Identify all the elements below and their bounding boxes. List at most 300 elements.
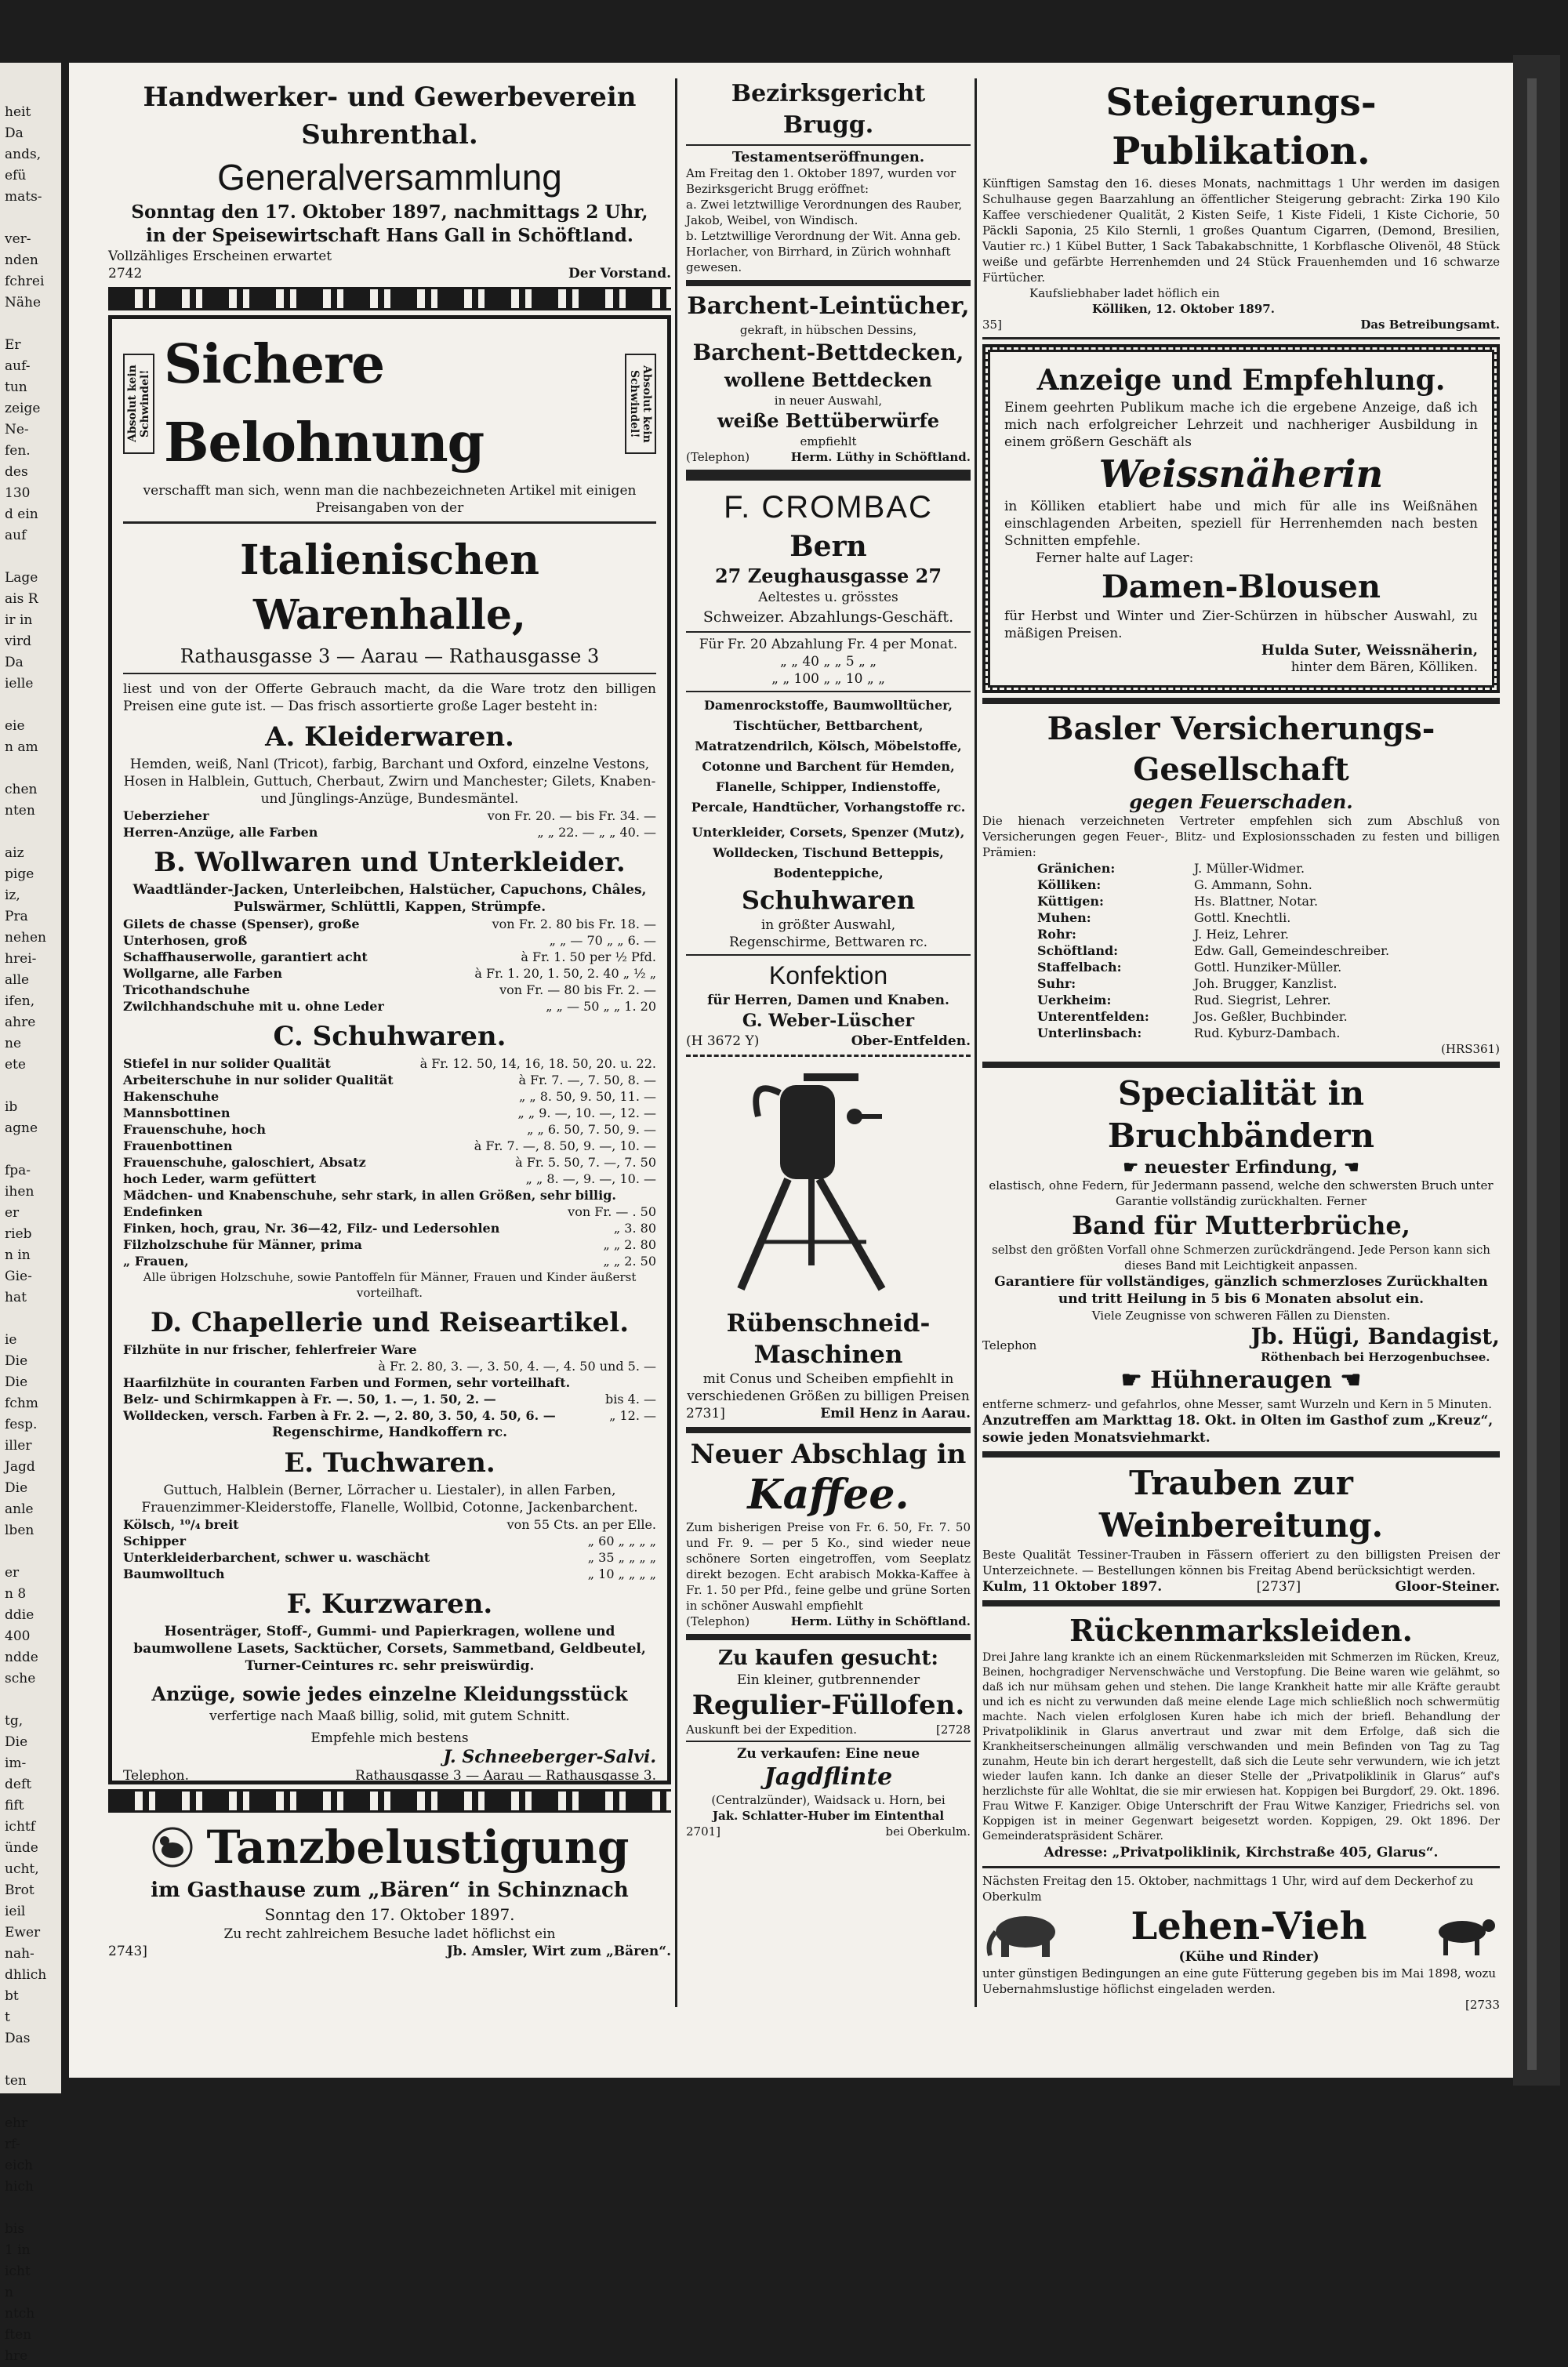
list-row [123, 1549, 656, 1566]
agent-name: Gottl. Knechtli. [1194, 910, 1291, 925]
fragment-text: ir in [5, 612, 33, 628]
fragment-text: eie [5, 718, 25, 734]
ad-text: für Herren, Damen und Knaben. [707, 993, 949, 1008]
fragment-text: ichtf [5, 1819, 36, 1835]
list-row [123, 1203, 656, 1220]
fragment-text [0, 822, 61, 843]
item-label: Unterkleiderbarchent, schwer u. waschächt [123, 1550, 430, 1565]
item-label: Hakenschuhe [123, 1089, 220, 1104]
ad-heading: Weissnäherin [1098, 452, 1384, 496]
fragment-text: mats- [5, 189, 42, 205]
fragment-text: n in [5, 1247, 31, 1263]
agent-town: Uerkheim: [1037, 993, 1112, 1007]
fragment-text [0, 1076, 61, 1097]
agent-name: G. Ammann, Sohn. [1194, 877, 1312, 892]
agent-town: Suhr: [1037, 976, 1076, 991]
ad-address: Adresse: „Privatpoliklinik, Kirchstraße 405, Glarus“. [1044, 1845, 1439, 1861]
list-row [123, 1516, 656, 1533]
list-row [123, 1374, 656, 1391]
ad-text: gekraft, in hübschen Dessins, [739, 323, 917, 337]
ad-heading [982, 1365, 1500, 1396]
agent-list [982, 860, 1500, 1041]
fragment-text: Da [5, 125, 24, 141]
item-price: von Fr. 2. 80 bis Fr. 18. — [492, 917, 656, 931]
item-price: „ „ — 70 „ „ 6. — [549, 933, 656, 948]
agent-town: Schöftland: [1037, 943, 1119, 958]
fragment-text: heit [5, 104, 31, 120]
list-row [123, 949, 656, 965]
beet-cutter-machine-icon [686, 1062, 971, 1305]
fragment-text [0, 2049, 61, 2071]
item-label: Endefinken [123, 1204, 203, 1219]
company-city: Bern [789, 530, 867, 563]
fragment-text: ehr [5, 2115, 28, 2131]
pointing-hand-right-icon: ☛ [1123, 1157, 1139, 1178]
ad-text: Schweizer. Abzahlungs-Geschäft. [702, 608, 954, 626]
store-address: Rathausgasse 3 — Aarau — Rathausgasse 3 [180, 645, 600, 667]
agent-row [1037, 959, 1500, 975]
ad-weissnaeherin [982, 344, 1500, 693]
agent-row [1037, 1008, 1500, 1025]
fragment-text: icht [5, 2264, 31, 2279]
item-label: Filzhüte in nur frischer, fehlerfreier Ware [123, 1342, 417, 1357]
agent-town: Küttigen: [1037, 894, 1104, 909]
agent-name: G. Weber-Lüscher [742, 1011, 915, 1031]
ad-heading: Basler Versicherungs-Gesellschaft [1047, 710, 1436, 788]
fragment-text: alle [5, 972, 30, 988]
fragment-text: n [5, 2285, 13, 2300]
section-text: Alle übrigen Holzschuhe, sowie Pantoffeln für Männer, Frauen und Kinder äußerst vorteilhaft. [143, 1270, 637, 1300]
fragment-text: ucht, [5, 1861, 39, 1877]
telephon-label: Telephon [982, 1338, 1037, 1352]
book-binding-shadow [1527, 78, 1537, 2070]
ad-place: Kölliken, 12. Oktober 1897. [1092, 302, 1275, 316]
fragment-text: ib [5, 1099, 18, 1115]
fragment-text: 130 [5, 485, 31, 501]
ad-crombac [686, 485, 971, 1050]
item-label: Frauenschuhe, hoch [123, 1122, 266, 1137]
fragment-text: auf- [5, 358, 31, 374]
fragment-text: des [5, 464, 28, 480]
ad-ruebenschneid [686, 1062, 971, 1422]
fragment-text: tg, [5, 1713, 24, 1729]
fragment-text [0, 695, 61, 716]
section-text: Guttuch, Halblein (Berner, Lörracher u. Liestaler), in allen Farben, Frauenzimmer-Kleiderstoffe, Flanelle, Wollbid, Cotonne, Jackenbarchent. [141, 1483, 638, 1516]
ad-heading: Lehen-Vieh [1131, 1904, 1367, 1948]
ad-text: in größter Auswahl, [760, 917, 896, 933]
ornamental-border [108, 1789, 671, 1813]
ad-number: [2737] [1256, 1579, 1301, 1595]
agent-town: Kölliken: [1037, 877, 1102, 892]
ad-text: Beste Qualität Tessiner-Trauben in Fässern offeriert zu den billigsten Preisen der Unterzeichnete. — Bestellungen können bis Freitag Abend berücksichtigt werden. [982, 1548, 1500, 1577]
item-price: „ „ 8. 50, 9. 50, 11. — [518, 1089, 656, 1104]
item-label: Zwilchhandschuhe mit u. ohne Leder [123, 999, 384, 1014]
ad-text: Die hienach verzeichneten Vertreter empfehlen sich zum Abschluß von Versicherungen gegen Feuer-, Blitz- und Explosionsschaden zu festen und billigen Prämien: [982, 814, 1500, 859]
fragment-text [0, 208, 61, 229]
ad-text: Auskunft bei der Expedition. [686, 1723, 857, 1737]
agent-row [1037, 860, 1500, 877]
item-price: „ 3. 80 [613, 1221, 656, 1236]
list-row [123, 1171, 656, 1187]
ad-signature: Der Vorstand. [568, 266, 671, 281]
ad-signature: Das Betreibungsamt. [1360, 318, 1500, 332]
ad-heading: Kaffee. [747, 1471, 909, 1519]
item-label: hoch Leder, warm gefüttert [123, 1171, 317, 1186]
ad-ref: (HRS361) [1441, 1042, 1500, 1056]
fragment-text: n am [5, 739, 38, 755]
ad-text: (Centralzünder), Waidsack u. Horn, bei [711, 1793, 946, 1807]
section-text: Waadtländer-Jacken, Unterleibchen, Halstücher, Capuchons, Châles, Pulswärmer, Schlüttli, Kappen, Strümpfe. [132, 882, 647, 915]
ad-barchent [686, 291, 971, 465]
ad-verkaufen [686, 1745, 971, 1839]
ad-heading: Neuer Abschlag in [690, 1439, 967, 1470]
list-row [123, 1105, 656, 1121]
item-price: à Fr. 12. 50, 14, 16, 18. 50, 20. u. 22. [419, 1056, 656, 1071]
item-price: „ „ 22. — „ „ 40. — [537, 825, 656, 840]
fragment-text: ahre [5, 1015, 36, 1030]
fragment-text: Da [5, 655, 24, 670]
owner-address: Rathausgasse 3 — Aarau — Rathausgasse 3. [355, 1768, 656, 1784]
fragment-text: bt [5, 1988, 19, 2004]
ad-text: verschafft man sich, wenn man die nachbezeichneten Artikel mit einigen Preisangaben von der [143, 483, 637, 516]
ad-heading-text: Hühneraugen [1150, 1367, 1332, 1394]
item-label: Mädchen- und Knabenschuhe, sehr stark, in allen Größen, sehr billig. [123, 1188, 616, 1203]
ad-lehenvieh [982, 1873, 1500, 2013]
ad-signature: Herm. Lüthy in Schöftland. [790, 1614, 971, 1628]
fragment-text: ieil [5, 1904, 26, 1919]
list-row [123, 1088, 656, 1105]
item-price: à Fr. 5. 50, 7. —, 7. 50 [515, 1155, 656, 1170]
ad-number: 2701] [686, 1824, 721, 1839]
ad-bruchbaender [982, 1073, 1500, 1447]
fragment-text: iller [5, 1438, 32, 1454]
ad-title: Handwerker- und Gewerbeverein Suhrenthal. [143, 82, 637, 151]
item-price: à Fr. 7. —, 8. 50, 9. —, 10. — [474, 1138, 656, 1153]
item-label: Haarfilzhüte in couranten Farben und Formen, sehr vorteilhaft. [123, 1375, 571, 1390]
ad-number: 2742 [108, 266, 143, 281]
ad-heading: Regulier-Füllofen. [691, 1690, 965, 1721]
item-price: „ 35 „ „ „ „ [587, 1550, 656, 1565]
suits-text: verfertige nach Maaß billig, solid, mit gutem Schnitt. [209, 1708, 570, 1724]
fragment-text: rieb [5, 1226, 32, 1242]
ad-place: Kulm, 11 Oktober 1897. [982, 1579, 1163, 1595]
ad-text: Viele Zeugnisse von schweren Fällen zu Diensten. [1091, 1309, 1391, 1323]
fragment-text [0, 1139, 61, 1160]
list-row [123, 1407, 656, 1424]
previous-page-edge [0, 63, 61, 2364]
fragment-text: ihen [5, 1184, 34, 1200]
ad-text: b. Letztwillige Verordnung der Wit. Anna geb. Horlacher, von Birrhard, in Zürich wohnhaft gewesen. [686, 229, 961, 274]
fragment-text: iz, [5, 888, 20, 903]
ad-signature: Herm. Lüthy in Schöftland. [790, 450, 971, 464]
store-name: Italienischen Warenhalle, [240, 536, 539, 639]
rate-row: Für Fr. 20 Abzahlung Fr. 4 per Monat. [699, 637, 958, 652]
list-row [123, 1072, 656, 1088]
ad-text: Aeltestes u. grösstes [758, 590, 898, 605]
fragment-text: ielle [5, 676, 34, 692]
item-label: Kölsch, ¹⁰/₄ breit [123, 1517, 239, 1532]
pointing-hand-right-icon: ☛ [1120, 1367, 1142, 1394]
section-heading: A. Kleiderwaren. [265, 721, 514, 753]
ad-heading: Specialität in Bruchbändern [1107, 1074, 1375, 1155]
ad-basler [982, 709, 1500, 1057]
fragment-text: ten [5, 2073, 27, 2089]
section-heading: F. Kurzwaren. [286, 1588, 493, 1620]
item-price: „ 60 „ „ „ „ [587, 1534, 656, 1548]
ad-subtitle: Testamentseröffnungen. [731, 149, 925, 165]
item-price: „ „ 2. 50 [603, 1254, 656, 1269]
agent-name: Rud. Siegrist, Lehrer. [1194, 993, 1331, 1007]
ad-number: [2728 [935, 1723, 971, 1737]
ad-text: mit Conus und Scheiben empfiehlt in verschiedenen Größen zu billigen Preisen [687, 1371, 970, 1404]
list-row [123, 916, 656, 932]
cow-icon [1429, 1911, 1500, 1959]
fragment-text: auf [5, 528, 27, 543]
list-row [123, 1154, 656, 1171]
fragment-text: Die [5, 1353, 28, 1369]
newspaper-page [69, 63, 1513, 2078]
ad-heading: Steigerungs-Publikation. [1105, 81, 1377, 173]
ad-text: empfiehlt [800, 434, 857, 448]
price-list [123, 808, 656, 840]
list-row [123, 982, 656, 998]
fragment-text: anle [5, 1501, 34, 1517]
fragment-text: n 8 [5, 1586, 27, 1602]
item-label: Wolldecken, versch. Farben à Fr. 2. —, 2. 80, 3. 50, 4. 50, 6. — [123, 1408, 556, 1423]
list-row [123, 824, 656, 840]
agent-town: Gränichen: [1037, 861, 1116, 876]
ad-number: 35] [982, 318, 1002, 332]
ad-date: Sonntag den 17. Oktober 1897. [264, 1905, 515, 1924]
ad-text: in neuer Auswahl, [774, 394, 883, 408]
list-row [123, 1055, 656, 1072]
fragment-text: Die [5, 1734, 28, 1750]
ad-text: Anzutreffen am Markttag 18. Okt. in Olten im Gasthof zum „Kreuz“, sowie jeden Monatsviehmarkt. [982, 1413, 1494, 1446]
agent-name: Edw. Gall, Gemeindeschreiber. [1194, 943, 1390, 958]
item-price: „ „ 2. 80 [603, 1237, 656, 1252]
list-row [123, 1236, 656, 1253]
ad-text: entferne schmerz- und gefahrlos, ohne Messer, samt Wurzeln und Kern in 5 Minuten. [982, 1397, 1492, 1411]
fragment-text: t [5, 2009, 10, 2025]
ad-signature: Hulda Suter, Weissnäherin, [1261, 642, 1478, 659]
item-price: „ „ — 50 „ „ 1. 20 [546, 999, 656, 1014]
fragment-text: ndde [5, 1650, 38, 1665]
fragment-text: nah- [5, 1946, 34, 1962]
column-rule [975, 78, 977, 2007]
ad-tanzbelustigung [108, 1817, 671, 1960]
agent-location: Ober-Entfelden. [851, 1033, 971, 1049]
fragment-text [0, 546, 61, 568]
fragment-text: hat [5, 1290, 27, 1305]
fragment-text: ntch [5, 2306, 35, 2322]
section-heading: B. Wollwaren und Unterkleider. [154, 847, 626, 878]
ad-date: Sonntag den 17. Oktober 1897, nachmittags 2 Uhr, [131, 201, 648, 223]
ad-text: Ferner halte auf Lager: [1036, 550, 1194, 566]
fragment-text: im- [5, 1755, 27, 1771]
agent-name: Joh. Brugger, Kanzlist. [1194, 976, 1338, 991]
column-left [108, 78, 671, 1960]
fragment-text: zeige [5, 401, 41, 416]
list-row [123, 1566, 656, 1582]
ad-signature: Emil Henz in Aarau. [820, 1406, 971, 1421]
list-row [123, 1138, 656, 1154]
fragment-text: Das [5, 2031, 31, 2046]
fragment-text: Ne- [5, 422, 29, 437]
ad-warenhalle [108, 315, 671, 1784]
fragment-text [0, 1309, 61, 1330]
fragment-text: ver- [5, 231, 31, 247]
ad-text: Künftigen Samstag den 16. dieses Monats, nachmittags 1 Uhr werden im dasigen Schulhause gegen Baarzahlung an öffentlicher Steigerung gebracht: Zirka 190 Kilo Kaffee verschiedener Qualität, 2 Kisten Seife, 1 Kiste Fideli, 1 Kiste Cichorie, 50 Päckli Saponia, 25 Kilo Sternli, 1 großes Quantum Cigarren, (Demond, Bresilien, Vautier rc.) 1 Kübel Butter, 1 Sack Tabakabschnitte, 1 Korbflasche Olivenöl, 48 Stück weiße und gefärbte Herrenhemden und 24 Stück Frauenhemden und 16 schwarze Fürtücher. [982, 176, 1500, 285]
ad-heading: Konfektion [768, 961, 888, 989]
telephon-label: Telephon. [123, 1768, 189, 1784]
agent-name: Gottl. Hunziker-Müller. [1194, 960, 1342, 975]
ad-subtitle: (Kühe und Rinder) [1178, 1949, 1319, 1965]
fragment-text: Brot [5, 1882, 34, 1898]
price-list [123, 1341, 656, 1424]
fragment-text: ete [5, 1057, 26, 1073]
fragment-text: aiz [5, 845, 24, 861]
ad-text: Kaufsliebhaber ladet höflich ein [1029, 286, 1220, 300]
item-price: „ 10 „ „ „ „ [587, 1567, 656, 1581]
elephant-icon [982, 1911, 1069, 1959]
item-price: bis 4. — [604, 1392, 656, 1407]
fragment-text: bis [5, 2221, 25, 2237]
ad-text: Regenschirme, Bettwaren rc. [729, 935, 927, 950]
item-label: Mannsbottinen [123, 1105, 230, 1120]
fragment-text: 1 in [5, 2242, 31, 2258]
ad-heading: Anzeige und Empfehlung. [1036, 364, 1446, 397]
telephon-label: (Telephon) [686, 1614, 750, 1628]
ad-text: für Herbst und Winter und Zier-Schürzen in hübscher Auswahl, zu mäßigen Preisen. [1004, 608, 1478, 641]
agent-row [1037, 909, 1500, 926]
fragment-text: ands, [5, 147, 42, 162]
agent-name: Jos. Geßler, Buchbinder. [1194, 1009, 1348, 1024]
section-text: Hemden, weiß, Nanl (Tricot), farbig, Barchant und Oxford, einzelne Vestons, Hosen in Halblein, Guttuch, Cherbaut, Zwirn und Manchester; Gilets, Knaben- und Jünglings-Anzüge, Bundesmäntel. [123, 757, 656, 807]
item-label: Belz- und Schirmkappen à Fr. —. 50, 1. —, 1. 50, 2. — [123, 1392, 496, 1407]
fragment-text: nehen [5, 930, 46, 946]
agent-town: Rohr: [1037, 927, 1076, 942]
item-price: von 55 Cts. an per Elle. [506, 1517, 656, 1532]
item-price: von Fr. 20. — bis Fr. 34. — [487, 808, 656, 823]
agent-town: Unterlinsbach: [1037, 1026, 1142, 1040]
fragment-text: fpa- [5, 1163, 31, 1178]
list-row [123, 998, 656, 1015]
item-label: Baumwolltuch [123, 1567, 225, 1581]
item-price: von Fr. — 80 bis Fr. 2. — [499, 982, 656, 997]
fragment-text: hre [5, 2348, 28, 2364]
ad-heading: Barchent-Leintücher, [687, 292, 970, 320]
price-list [123, 1055, 656, 1269]
ad-heading: Generalversammlung [217, 157, 562, 198]
item-label: Schaffhauserwolle, garantiert acht [123, 949, 368, 964]
fragment-text: vird [5, 633, 32, 649]
item-label: Frauenschuhe, galoschiert, Absatz [123, 1155, 366, 1170]
ad-text: Nächsten Freitag den 15. Oktober, nachmittags 1 Uhr, wird auf dem Deckerhof zu Oberkulm [982, 1874, 1474, 1904]
item-label: Unterhosen, groß [123, 933, 248, 948]
list-row [123, 808, 656, 824]
ad-subtitle-text: neuester Erfindung, [1144, 1157, 1338, 1178]
ad-text: elastisch, ohne Federn, für Jedermann passend, welche den schwersten Bruch unter Garantie vollständig zurückhalten. Ferner [989, 1178, 1494, 1208]
agent-name: J. Müller-Widmer. [1194, 861, 1305, 876]
suits-offer: Anzüge, sowie jedes einzelne Kleidungsstück [151, 1683, 628, 1705]
ad-number: 2743] [108, 1944, 147, 1959]
ad-heading: Band für Mutterbrüche, [1072, 1211, 1410, 1240]
fragment-text: ddie [5, 1607, 34, 1623]
section-heading: C. Schuhwaren. [273, 1021, 506, 1052]
ad-heading: Jagdflinte [764, 1763, 893, 1791]
fragment-text: dhlich [5, 1967, 47, 1983]
fragment-text: er [5, 1205, 20, 1221]
column-rule [675, 78, 677, 2007]
ad-bezirksgericht [686, 78, 971, 275]
item-label: Filzholzschuhe für Männer, prima [123, 1237, 362, 1252]
ad-rueckenmark [982, 1611, 1500, 1861]
fragment-text: er [5, 1565, 20, 1581]
item-label: Gilets de chasse (Spenser), große [123, 917, 360, 931]
list-row [123, 965, 656, 982]
ad-text: unter günstigen Bedingungen an eine gute Fütterung gegeben bis im Mai 1898, wozu Uebernahmslustige höflichst eingeladen werden. [982, 1966, 1496, 1996]
fragment-text: nten [5, 803, 35, 819]
fragment-text [0, 1690, 61, 1711]
fragment-text: d ein [5, 506, 38, 522]
fragment-text: Ewer [5, 1925, 41, 1940]
fragment-text: pige [5, 866, 34, 882]
list-row [123, 1391, 656, 1407]
list-row [123, 1121, 656, 1138]
agent-location: Röthenbach bei Herzogenbuchsee. [1261, 1350, 1490, 1364]
section-text: Regenschirme, Handkoffern rc. [271, 1425, 507, 1440]
section-heading: D. Chapellerie und Reiseartikel. [150, 1307, 630, 1338]
item-price: „ 12. — [609, 1408, 656, 1423]
column-middle [686, 78, 971, 1839]
agent-row [1037, 975, 1500, 992]
agent-town: Unterentfelden: [1037, 1009, 1149, 1024]
fragment-text [0, 2198, 61, 2219]
item-price: „ „ 6. 50, 7. 50, 9. — [527, 1122, 656, 1137]
item-label: Arbeiterschuhe in nur solider Qualität [123, 1073, 394, 1087]
ad-place: in der Speisewirtschaft Hans Gall in Schöftland. [146, 225, 633, 246]
fragment-text: ünde [5, 1840, 38, 1856]
list-row [123, 1220, 656, 1236]
ad-text: Ein kleiner, gutbrennender [736, 1672, 920, 1688]
agent-town: Staffelbach: [1037, 960, 1122, 975]
item-price: à Fr. 1. 20, 1. 50, 2. 40 „ ½ „ [474, 966, 656, 981]
ad-text: Zum bisherigen Preise von Fr. 6. 50, Fr. 7. 50 und Fr. 9. — per 5 Ko., sind wieder neue schönere Sorten eingetroffen, vom Seeplatz direkt bezogen. Echt arabisch Mokka-Kaffee à Fr. 1. 50 per Pfd., feine gelbe und grüne Sorten in schöner Auswahl empfiehlt [686, 1520, 971, 1613]
fragment-text [0, 314, 61, 335]
fragment-text: ie [5, 1332, 17, 1348]
badge-no-swindle: Absolut kein Schwindel! [625, 354, 656, 454]
fragment-text: Er [5, 337, 21, 353]
price-list [123, 1516, 656, 1582]
company-name: F. CROMBAC [724, 490, 933, 525]
fragment-text: Lage [5, 570, 38, 586]
fragment-text: fift [5, 1798, 24, 1813]
store-intro: liest und von der Offerte Gebrauch macht, da die Ware trotz den billigen Preisen eine gute ist. — Das frisch assortierte große Lager besteht in: [123, 681, 656, 714]
ad-location: bei Oberkulm. [885, 1824, 971, 1839]
fragment-text: chen [5, 782, 38, 797]
column-right [982, 78, 1500, 2013]
fragment-text: fchrei [5, 274, 45, 289]
agent-row [1037, 926, 1500, 942]
fragment-text [0, 758, 61, 779]
fragment-text: ne [5, 1036, 22, 1051]
company-address: 27 Zeughausgasse 27 [714, 565, 942, 587]
agent-row [1037, 942, 1500, 959]
item-price: „ „ 9. —, 10. —, 12. — [517, 1105, 656, 1120]
fragment-text: Jagd [5, 1459, 35, 1475]
book-binding-edge [1513, 55, 1560, 2086]
fragment-text: fen. [5, 443, 31, 459]
